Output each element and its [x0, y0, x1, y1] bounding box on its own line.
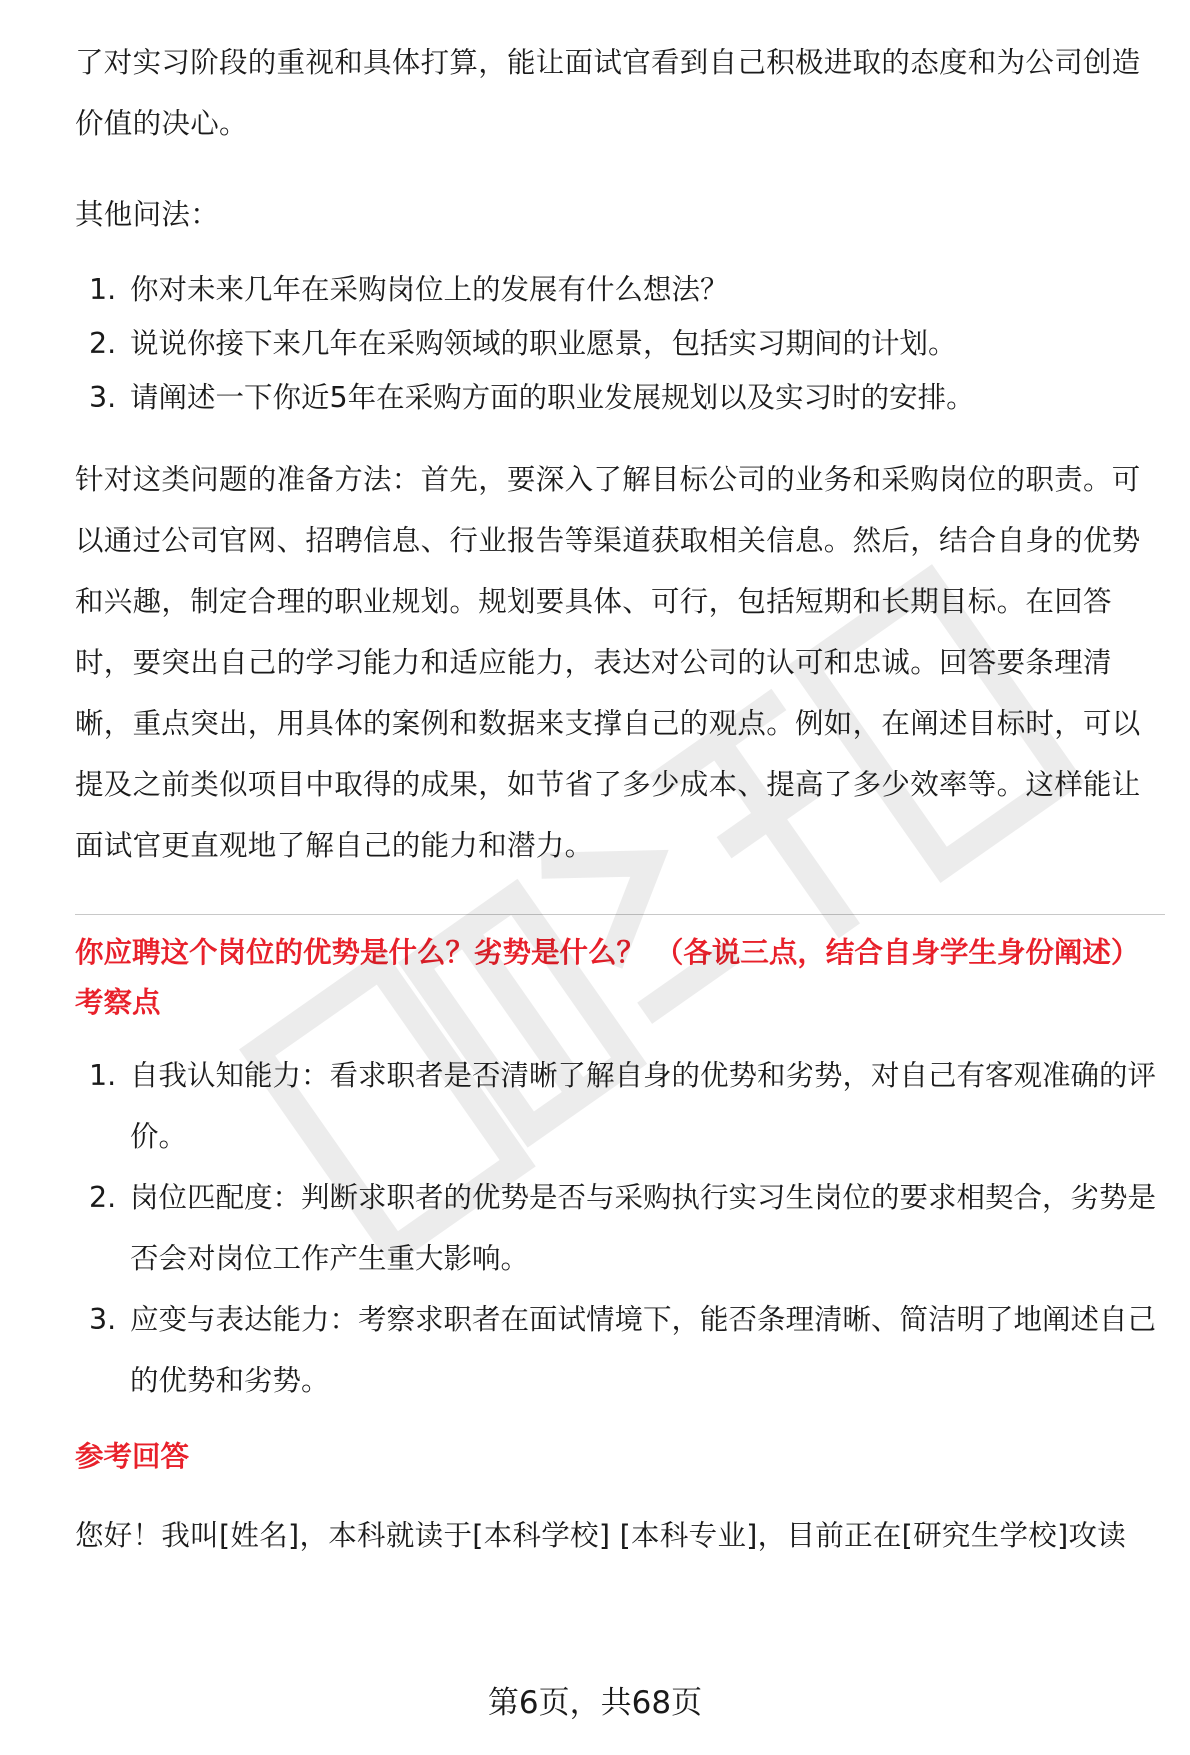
list-text: 说说你接下来几年在采购领域的职业愿景，包括实习期间的计划。	[130, 327, 957, 360]
list-item	[75, 317, 1165, 371]
document-page	[75, 32, 1165, 1566]
list-text: 应变与表达能力：考察求职者在面试情境下，能否条理清晰、简洁明了地阐述自己的优势和劣势。	[130, 1303, 1157, 1397]
other-questions-list	[75, 263, 1165, 425]
list-number: 3.	[89, 1303, 117, 1336]
list-number: 1.	[89, 1059, 117, 1092]
page-footer: 第6页，共68页	[487, 1685, 703, 1721]
other-questions-label: 其他问法：	[75, 198, 220, 231]
list-item	[75, 1045, 1165, 1167]
preparation-paragraph: 针对这类问题的准备方法：首先，要深入了解目标公司的业务和采购岗位的职责。可以通过公司官网、招聘信息、行业报告等渠道获取相关信息。然后，结合自身的优势和兴趣，制定合理的职业规划。规划要具体、可行，包括短期和长期目标。在回答时，要突出自己的学习能力和适应能力，表达对公司的认可和忠诚。回答要条理清晰，重点突出，用具体的案例和数据来支撑自己的观点。例如，在阐述目标时，可以提及之前类似项目中取得的成果，如节省了多少成本、提高了多少效率等。这样能让面试官更直观地了解自己的能力和潜力。	[75, 463, 1141, 862]
list-item	[75, 263, 1165, 317]
list-number: 2.	[89, 327, 117, 360]
examine-label: 考察点	[75, 986, 161, 1019]
list-text: 请阐述一下你近5年在采购方面的职业发展规划以及实习时的安排。	[130, 381, 975, 414]
list-number: 1.	[89, 273, 117, 306]
answer-label: 参考回答	[75, 1440, 190, 1473]
list-text: 岗位匹配度：判断求职者的优势是否与采购执行实习生岗位的要求相契合，劣势是否会对岗位工作产生重大影响。	[130, 1181, 1157, 1275]
list-item	[75, 371, 1165, 425]
answer-paragraph: 您好！我叫[姓名]，本科就读于[本科学校] [本科专业]，目前正在[研究生学校]攻读	[75, 1519, 1127, 1552]
intro-paragraph: 了对实习阶段的重视和具体打算，能让面试官看到自己积极进取的态度和为公司创造价值的决心。	[75, 46, 1141, 140]
list-text: 你对未来几年在采购岗位上的发展有什么想法？	[130, 273, 729, 306]
list-item	[75, 1167, 1165, 1289]
list-number: 3.	[89, 381, 117, 414]
question-title: 你应聘这个岗位的优势是什么？劣势是什么？ （各说三点，结合自身学生身份阐述）	[75, 936, 1140, 969]
list-item	[75, 1289, 1165, 1411]
list-number: 2.	[89, 1181, 117, 1214]
list-text: 自我认知能力：看求职者是否清晰了解自身的优势和劣势，对自己有客观准确的评价。	[130, 1059, 1157, 1153]
examine-list	[75, 1045, 1165, 1411]
